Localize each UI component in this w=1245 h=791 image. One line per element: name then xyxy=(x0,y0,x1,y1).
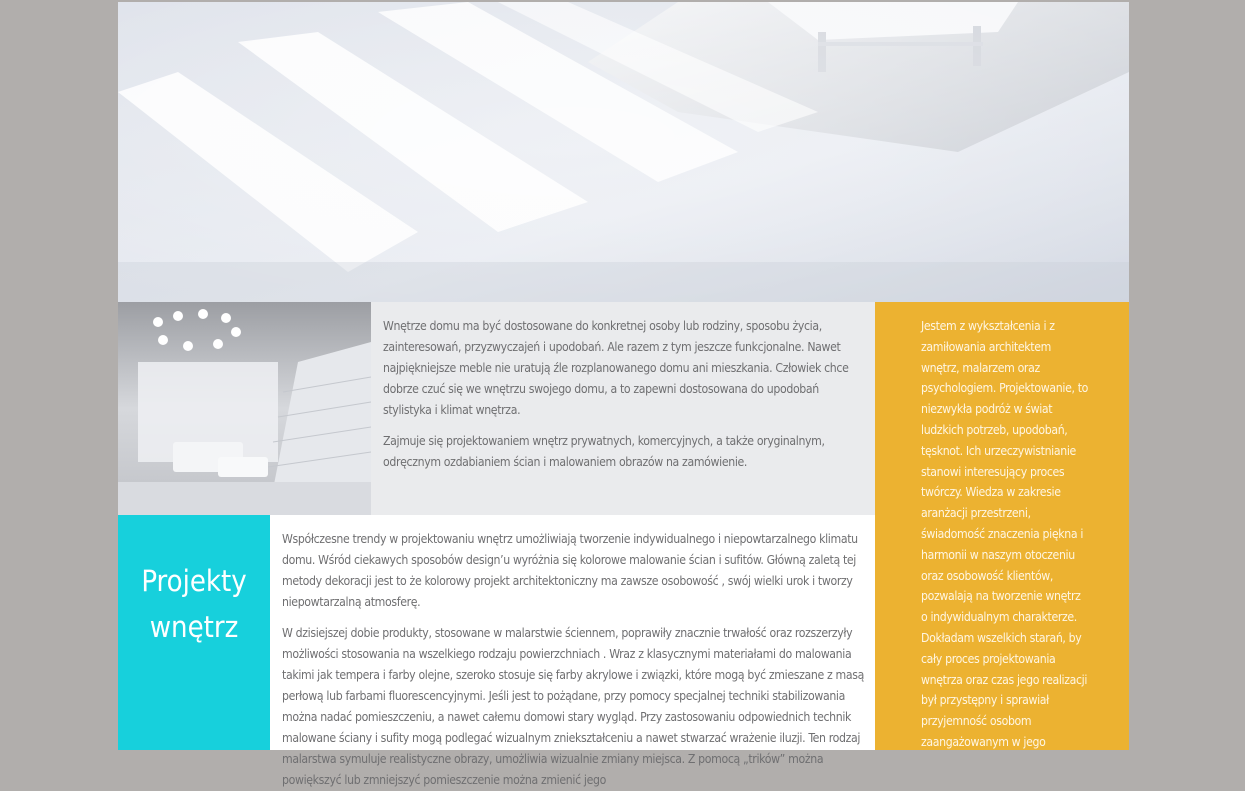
content-paragraph: W dzisiejszej dobie produkty, stosowane w malarstwie ściennem, poprawiły znacznie trwałość oraz rozszerzyły możliwości stosowania na wszelkiego rodzaju powierzchniach . Wraz z klasycznymi materiałami do malowania takimi jak tempera i farby olejne, szeroko stosuje się farby akrylowe i związki, które mogą być zmieszane z masą perłową lub farbami fluorescencyjnymi. Jeśli jest to pożądane, przy pomocy specjalnej techniki stabilizowania można nadać pomieszczeniu, a nawet całemu domowi stary wygląd. Przy zastosowaniu odpowiednich technik malowane ściany i sufity mogą podlegać wizualnym zniekształceniu a nawet stwarzać wrażenie iluzji. Ten rodzaj malarstwa symuluje realistyczne obrazy, umożliwia wizualnie zmiany miejsca. Z pomocą „trików” można powiększyć lub zmniejszyć pomieszczenie można zmienić jego xyxy=(282,626,864,787)
intro-paragraph: Wnętrze domu ma być dostosowane do konkretnej osoby lub rodziny, sposobu życia, zainteresowań, przyzwyczajeń i upodobań. Ale razem z tym jeszcze funkcjonalne. Nawet najpiękniejsze meble nie uratują źle rozplanowanego domu ani mieszkania. Człowiek chce dobrze czuć się we wnętrzu swojego domu, a to zapewni dostosowana do upodobań stylistyka i klimat wnętrza. xyxy=(383,319,849,417)
interior-photo-illustration xyxy=(118,302,371,515)
section-title-line2: wnętrz xyxy=(149,610,239,644)
intro-text-block xyxy=(371,302,875,515)
section-title xyxy=(118,558,270,650)
intro-paragraph: Zajmuje się projektowaniem wnętrz prywatnych, komercyjnych, a także oryginalnym, odręcznym ozdabianiem ścian i malowaniem obrazów na zamówienie. xyxy=(383,434,825,469)
section-title-block xyxy=(118,515,270,750)
content-paragraph: Współczesne trendy w projektowaniu wnętrz umożliwiają tworzenie indywidualnego i niepowtarzalnego klimatu domu. Wśród ciekawych sposobów design’u wyróżnia się kolorowe malowanie ścian i sufitów. Główną zaletą tej metody dekoracji jest to że kolorowy projekt architektoniczny ma zawsze osobowość , swój wielki urok i tworzy niepowtarzalną atmosferę. xyxy=(282,532,858,609)
section-title-line1: Projekty xyxy=(141,564,247,598)
main-content xyxy=(270,515,875,787)
interior-thumbnail xyxy=(118,302,371,515)
about-sidebar xyxy=(875,302,1129,750)
about-text: Jestem z wykształcenia i z zamiłowania architektem wnętrz, malarzem oraz psychologiem. Projektowanie, to niezwykła podróż w świat ludzkich potrzeb, upodobań, tęsknot. Ich urzeczywistnianie stanowi interesujący proces twórczy. Wiedza w zakresie aranżacji przestrzeni, świadomość znaczenia piękna i harmonii w naszym otoczeniu oraz osobowość klientów, pozwalają na tworzenie wnętrz o indywidualnym charakterze. Dokładam wszelkich starań, by cały proces projektowania wnętrza oraz czas jego realizacji był przystępny i sprawiał przyjemność osobom zaangażowanym w jego xyxy=(921,319,1089,749)
page-container xyxy=(118,2,1129,787)
hero-image xyxy=(118,2,1129,302)
hero-photo-illustration xyxy=(118,2,1129,302)
